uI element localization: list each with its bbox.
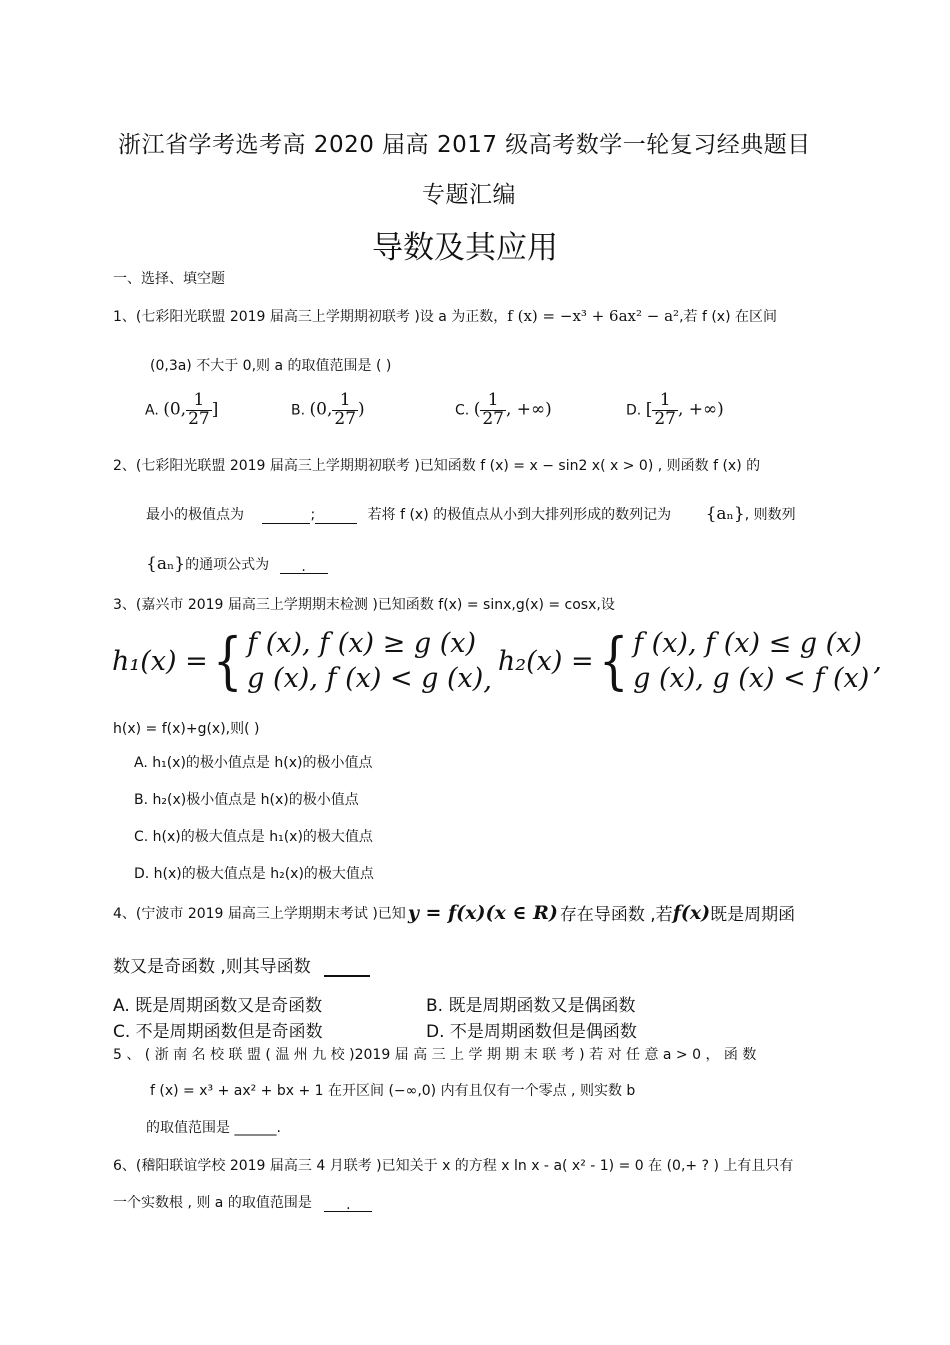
- q1-prefix: 1、(七彩阳光联盟 2019 届高三上学期期初联考 )设 a 为正数，: [113, 309, 508, 325]
- h2-lhs: h₂(x) =: [497, 645, 594, 677]
- q1-option-c: C. ( $\frac{1}{27}$ , +∞): [455, 390, 552, 429]
- h1-lhs: h₁(x) =: [112, 645, 208, 677]
- q6-line2: 一个实数根 , 则 a 的取值范围是 .: [113, 1192, 372, 1212]
- q2-answer-blank-3: .: [280, 559, 328, 574]
- q1-option-d: D. [ $\frac{1}{27}$ , +∞): [626, 390, 724, 429]
- q1-line2: (0,3a) 不大于 0,则 a 的取值范围是 ( ): [150, 358, 392, 374]
- q4-answer-blank: [324, 959, 370, 977]
- q3-option-d: D. h(x)的极大值点是 h₂(x)的极大值点: [134, 866, 374, 882]
- q4-option-b: B. 既是周期函数又是偶函数: [426, 996, 636, 1016]
- q5-line1: 5 、 ( 浙 南 名 校 联 盟 ( 温 州 九 校 )2019 届 高 三 上 学 期 期 末 联 考 ) 若 对 任 意 a > 0 ， 函 数: [113, 1047, 757, 1063]
- q3-line-h: h(x) = f(x)+g(x),则( ): [113, 721, 260, 737]
- section-heading: 一、选择、填空题: [113, 271, 225, 287]
- h2-cases: f (x), f (x) ≤ g (x) g (x), g (x) < f (x): [633, 628, 870, 695]
- q2-answer-blank-2: [315, 509, 357, 524]
- q3-option-c: C. h(x)的极大值点是 h₁(x)的极大值点: [134, 829, 373, 845]
- q2-sequence: {aₙ}: [705, 504, 745, 524]
- q3-option-a: A. h₁(x)的极小值点是 h(x)的极小值点: [134, 755, 373, 771]
- q6-line1: 6、(稽阳联谊学校 2019 届高三 4 月联考 )已知关于 x 的方程 x ln x - a( x² - 1) = 0 在 (0,+ ? ) 上有且只有: [113, 1158, 794, 1174]
- q4-option-a: A. 既是周期函数又是奇函数: [113, 996, 323, 1016]
- q4-formula: y = f(x)(x ∈ R): [407, 901, 558, 924]
- q1-fraction-b: $\frac{1}{27}$: [334, 390, 357, 429]
- q2-answer-blank-1: [262, 509, 310, 524]
- h2-brace: {: [598, 624, 629, 698]
- q4-option-d: D. 不是周期函数但是偶函数: [426, 1022, 637, 1042]
- q1-option-b: B. (0, $\frac{1}{27}$ ): [291, 390, 365, 429]
- q4-line1: 4、(宁波市 2019 届高三上学期期末考试 )已知 y = f(x)(x ∈ R) 存在导函数 ,若 f(x) 既是周期函: [113, 901, 796, 925]
- q4-line2: 数又是奇函数 ,则其导函数: [113, 952, 370, 977]
- q1-line1: [113, 306, 777, 326]
- q1-fraction-d: $\frac{1}{27}$: [654, 390, 676, 429]
- q4-option-c: C. 不是周期函数但是奇函数: [113, 1022, 323, 1042]
- q1-fraction-c: $\frac{1}{27}$: [482, 390, 504, 429]
- q3-line1: 3、(嘉兴市 2019 届高三上学期期末检测 )已知函数 f(x) = sinx,g(x) = cosx,设: [113, 597, 615, 613]
- main-title: 导数及其应用: [372, 230, 558, 266]
- q1-formula: f (x) = −x³ + 6ax² − a²: [507, 307, 680, 325]
- q5-line3: 的取值范围是 ______.: [146, 1120, 281, 1136]
- q2-line3: {aₙ}的通项公式为 .: [146, 554, 328, 574]
- q2-line1: 2、(七彩阳光联盟 2019 届高三上学期期初联考 )已知函数 f (x) = x − sin2 x( x > 0) , 则函数 f (x) 的: [113, 458, 761, 474]
- q3-piecewise-definitions: h₁(x) = { f (x), f (x) ≥ g (x) g (x), f (x) < g (x) , h₂(x) = { f (x), f (x) ≤ g (x) g (x), g (x) < f (x) ,: [112, 624, 882, 698]
- q1-suffix: ,若 f (x) 在区间: [679, 309, 778, 325]
- document-title-line1: 浙江省学考选考高 2020 届高 2017 级高考数学一轮复习经典题目: [118, 132, 811, 158]
- q3-option-b: B. h₂(x)极小值点是 h(x)的极小值点: [134, 792, 359, 808]
- h1-brace: {: [212, 624, 243, 698]
- q2-line2: 最小的极值点为 ; 若将 f (x) 的极值点从小到大排列形成的数列记为 {aₙ}, 则数列: [146, 504, 796, 524]
- q6-answer-blank: .: [324, 1197, 372, 1212]
- q4-fx: f(x): [672, 901, 711, 924]
- q5-line2: f (x) = x³ + ax² + bx + 1 在开区间 (−∞,0) 内有且仅有一个零点 , 则实数 b: [150, 1083, 636, 1099]
- document-title-line2: 专题汇编: [422, 182, 516, 208]
- q1-option-a: A. (0, $\frac{1}{27}$ ]: [145, 390, 219, 429]
- q2-sequence-2: {aₙ}: [146, 554, 186, 574]
- h1-cases: f (x), f (x) ≥ g (x) g (x), f (x) < g (x): [247, 628, 484, 695]
- q1-fraction-a: $\frac{1}{27}$: [188, 390, 210, 429]
